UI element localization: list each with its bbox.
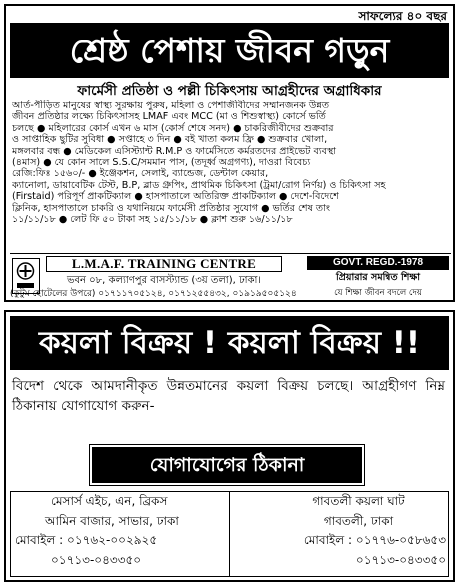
body-line: ক্লিনিক, হাসপাতালে চাকরি ও যথানিয়মে ফার্মেসী প্রতিষ্ঠার সুযোগ ● ভর্তির শেষ তাং bbox=[12, 202, 331, 214]
body-line: চলছে ● মহিলারের কোর্স এখন ৬ মাস (কোর্স শেষে সনদ) ● চাকরিজীবীদের শুক্রবার bbox=[12, 122, 334, 134]
contact-right-phone-2: ০১৭১৩-০৪৩৩৫০ bbox=[355, 552, 446, 567]
contact-left bbox=[11, 492, 230, 576]
contact-title: যোগাযোগের ঠিকানা bbox=[92, 447, 362, 483]
ad-tagline: সাফল্যের ৪০ বছর bbox=[358, 9, 447, 23]
body-line: (৪মাস) ● যে কোন সালে S.S.C/সমমান পাস, (তদূর্ধ্ব অগ্রগণ্য), দাওরা বিবেচ্য bbox=[12, 157, 311, 169]
body-line: (Firstaid) পরিপূর্ণ প্রাকটিক্যাল ● হাসপাতালে অতিরিক্ত প্রাকটিক্যাল ● দেশে-বিদেশে bbox=[12, 191, 339, 203]
govt-slogan: প্রিয়ারার সমন্বিত শিক্ষা bbox=[335, 272, 421, 283]
ad-body-text bbox=[12, 100, 448, 250]
coal-ad-headline: কয়লা বিক্রয় ! কয়লা বিক্রয় !! bbox=[10, 316, 449, 370]
govt-registration-badge: GOVT. REGD.-1978 bbox=[307, 256, 449, 270]
centre-name: L.M.A.F. TRAINING CENTRE bbox=[46, 256, 282, 272]
contact-right-phone: মোবাইল : ০১৭৭৬-০৫৮৬৫৩ bbox=[303, 533, 446, 547]
contact-left-name: মেসার্স এইচ, এন, ব্রিকস bbox=[51, 494, 168, 508]
govt-slogan-secondary: যে শিক্ষা জীবন বদলে দেয় bbox=[334, 288, 422, 298]
centre-address: ভবন ০৮, কল্যাণপুর বাসস্ট্যান্ড (৩য় তলা), ঢাকা। bbox=[67, 275, 261, 286]
centre-phones: (কুটুম হোটেলের উপরে) ০১৭১১৭০৫১২৪, ০১৭১২৫৫৪৩২, ০১৯১৯৫০৫১২৪ bbox=[10, 289, 297, 299]
body-line: ক্যানোলা, ডায়াবেটিক টেস্ট, B.P, ব্লাড গ্রুপিং, প্রাথমিক চিকিৎসা (ট্রমা/রোগ নির্ণয়) ও চিকিৎসা সহ bbox=[12, 179, 386, 191]
coal-ad-body: বিদেশ থেকে আমদানীকৃত উন্নতমানের কয়লা বিক্রয় চলছে। আগ্রহীগণ নিম্ন ঠিকানায় যোগাযোগ করুন- bbox=[12, 378, 445, 414]
contact-right bbox=[231, 492, 448, 576]
ad-subheadline: ফার্মেসী প্রতিষ্ঠা ও পল্লী চিকিৎসায় আগ্রহীদের অগ্রাধিকার bbox=[77, 83, 382, 99]
ad-footer bbox=[10, 253, 451, 299]
contact-right-place: গাবতলী, ঢাকা bbox=[323, 513, 394, 528]
contact-left-phone: মোবাইল : ০১৭৬২-০০২৯২৫ bbox=[15, 533, 158, 547]
training-centre-ad bbox=[4, 4, 455, 302]
body-line: ১১/১১/১৮ ● লেট ফি ৫০ টাকা সহ ১৫/১১/১৮ ● ক্লাশ শুরু ১৬/১১/১৮ bbox=[12, 214, 293, 226]
ad-headline: শ্রেষ্ঠ পেশায় জীবন গড়ুন bbox=[10, 23, 449, 78]
contact-left-phone-2: ০১৭১৩-০৪৩৩৫০ bbox=[51, 552, 142, 567]
contact-left-place: আমিন বাজার, সাভার, ঢাকা bbox=[45, 513, 179, 528]
body-line: মঙ্গলবার বন্ধ ● মেডিকেল এসিস্ট্যান্ট R.M.P ও ফার্মেসিতে কর্মরতদের প্রাইভেট ব্যবস্থা bbox=[12, 145, 337, 157]
contact-boxes bbox=[10, 491, 449, 577]
body-line: রেজি:ফিঃ ১৫৬০/- ● ইঞ্জেকশন, সেলাই, ব্যান্ডেজ, ডেন্টাল কেয়ার, bbox=[12, 168, 269, 180]
body-line: আর্ত-পীড়িত মানুষের স্বাস্থ্য সুরক্ষায় পুরুষ, মহিলা ও পেশাজীবীদের সম্মানজনক উন্নত bbox=[12, 100, 330, 111]
body-line: জীবন প্রতিষ্ঠার লক্ষ্যে চিকিৎসাসহ LMAF এবং MCC (মা ও শিশুস্বাস্থ্য) কোর্সে ভর্তি bbox=[12, 111, 326, 123]
coal-sale-ad bbox=[4, 310, 455, 582]
body-line: ও সাপ্তাহিক ছুটির সুবিধা ● সপ্তাহে ৩ দিন ● বই খাতা কলম ফ্রি ● শুক্রবার খোলা, bbox=[12, 134, 328, 146]
contact-right-name: গাবতলী কয়লা ঘাট bbox=[312, 494, 405, 508]
